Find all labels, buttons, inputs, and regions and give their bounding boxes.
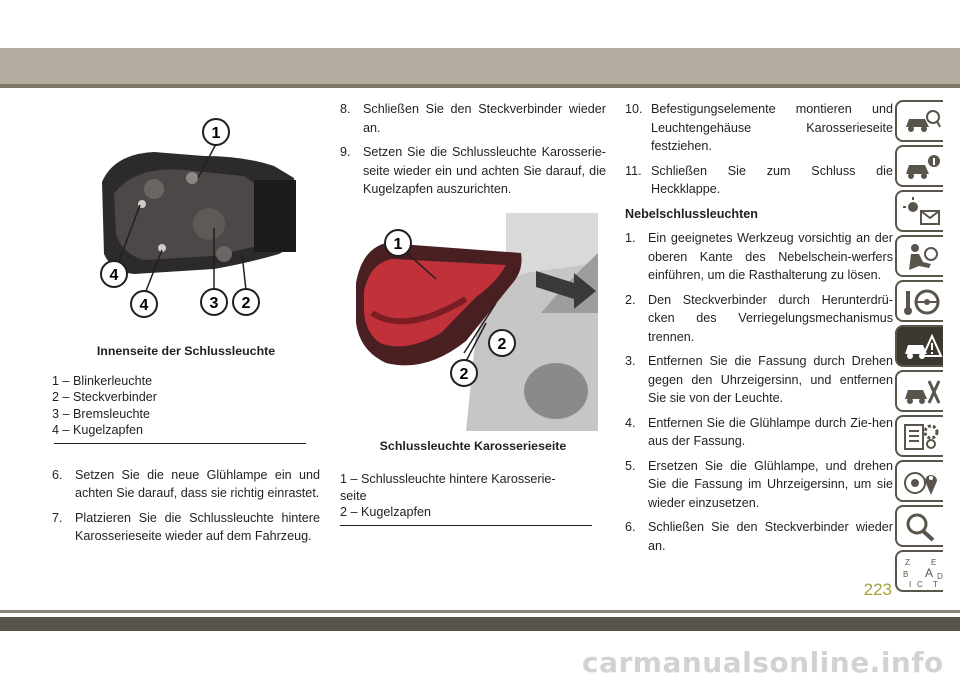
svg-text:T: T bbox=[933, 580, 938, 589]
figure-title: Innenseite der Schlussleuchte bbox=[96, 344, 276, 358]
car-service-tools-icon bbox=[903, 377, 941, 407]
step-item bbox=[625, 291, 893, 347]
svg-text:1: 1 bbox=[393, 235, 403, 253]
step-text: Befestigungselemente montieren und Leuchtengehäuse Karosserieseite festziehen. bbox=[651, 102, 893, 153]
step-number: 6. bbox=[52, 467, 63, 482]
svg-text:E: E bbox=[931, 558, 937, 567]
tail-lamp-body-figure bbox=[346, 213, 598, 431]
figure-legend bbox=[52, 373, 320, 439]
step-text: Platzieren Sie die Schlussleuchte hintere Karosserieseite wieder auf dem Fahrzeug. bbox=[75, 510, 320, 543]
figure-title: Schlussleuchte Karosserieseite bbox=[379, 438, 567, 453]
step-item bbox=[625, 100, 893, 156]
svg-text:2: 2 bbox=[459, 365, 469, 383]
legend-item: 3 – Bremsleuchte bbox=[52, 406, 151, 421]
step-number: 11. bbox=[625, 163, 642, 178]
figure-legend bbox=[340, 471, 606, 521]
legend-item: 2 – Steckverbinder bbox=[52, 390, 158, 404]
callout-3 bbox=[201, 289, 227, 315]
step-item bbox=[625, 162, 893, 199]
step-item bbox=[340, 100, 606, 137]
step-item bbox=[625, 457, 893, 513]
step-number: 1. bbox=[625, 231, 636, 245]
callout-1 bbox=[203, 119, 229, 145]
step-text: Schließen Sie den Steckverbinder wieder an. bbox=[363, 102, 606, 135]
watermark: carmanualsonline.info bbox=[582, 646, 944, 679]
safety-airbag-icon bbox=[903, 242, 941, 272]
step-item bbox=[625, 352, 893, 408]
warning-lights-message-icon bbox=[903, 197, 941, 227]
legend-item: 1 – Blinkerleuchte bbox=[52, 373, 153, 388]
svg-text:2: 2 bbox=[241, 295, 251, 312]
header-rule bbox=[0, 84, 960, 88]
step-text: Setzen Sie die neue Glühlampe ein und achten Sie darauf, dass sie richtig einrastet. bbox=[75, 467, 320, 500]
tab-starting-operating[interactable] bbox=[895, 280, 943, 322]
step-item bbox=[625, 414, 893, 451]
step-item bbox=[625, 518, 893, 555]
tab-technical-specifications[interactable] bbox=[895, 415, 943, 457]
step-number: 10. bbox=[625, 102, 643, 116]
steering-wheel-icon bbox=[903, 287, 941, 317]
tab-in-case-of-emergency[interactable] bbox=[895, 325, 943, 367]
step-item bbox=[625, 229, 893, 285]
step-number: 5. bbox=[625, 458, 636, 473]
tab-servicing-maintenance[interactable] bbox=[895, 370, 943, 412]
step-number: 3. bbox=[625, 354, 636, 368]
header-band bbox=[0, 48, 960, 84]
callout-4b bbox=[131, 291, 157, 317]
legend-item: 4 – Kugelzapfen bbox=[52, 423, 144, 437]
svg-text:2: 2 bbox=[497, 335, 507, 353]
step-text: Entfernen Sie die Glühlampe durch Zie-hen aus der Fassung. bbox=[648, 415, 893, 448]
tab-multimedia[interactable] bbox=[895, 460, 943, 502]
car-inspect-icon bbox=[903, 107, 941, 137]
tab-car-info[interactable] bbox=[895, 145, 943, 187]
legend-item: 1 – Schlussleuchte hintere Karosserie- bbox=[340, 472, 556, 486]
step-item bbox=[340, 143, 606, 199]
step-text: Setzen Sie die Schlussleuchte Karosserie-seite wieder ein und achten Sie darauf, die Kugelzapfen auszurichten. bbox=[363, 145, 606, 196]
step-text: Ersetzen Sie die Glühlampe, und drehen Sie die Fassung im Uhrzeigersinn, um sie wieder einzusetzen. bbox=[648, 458, 893, 510]
svg-text:1: 1 bbox=[211, 125, 221, 142]
legend-item: seite bbox=[340, 488, 367, 503]
tail-lamp-inner-figure bbox=[74, 104, 324, 332]
tab-index[interactable] bbox=[895, 550, 943, 592]
svg-text:A: A bbox=[925, 566, 934, 580]
search-index-icon bbox=[903, 512, 941, 542]
tab-safety[interactable] bbox=[895, 235, 943, 277]
specifications-gear-icon bbox=[903, 422, 941, 452]
step-text: Schließen Sie den Steckverbinder wieder an. bbox=[648, 520, 893, 553]
tab-car-inspect[interactable] bbox=[895, 100, 943, 142]
svg-text:3: 3 bbox=[209, 295, 219, 312]
section-heading: Nebelschlussleuchten bbox=[625, 206, 758, 221]
callout-2a bbox=[489, 330, 515, 356]
column-3 bbox=[625, 100, 893, 561]
legend-item: 2 – Kugelzapfen bbox=[340, 505, 432, 519]
step-number: 8. bbox=[340, 102, 351, 116]
column-1 bbox=[52, 104, 320, 552]
step-text: Entfernen Sie die Fassung durch Drehen gegen den Uhrzeigersinn, und entfernen Sie sie von der Leuchte. bbox=[648, 354, 893, 405]
step-number: 9. bbox=[340, 145, 351, 159]
step-text: Den Steckverbinder durch Herunterdrü-cken des Verriegelungsmechanismus trennen. bbox=[648, 292, 893, 344]
svg-text:I: I bbox=[909, 580, 912, 589]
step-item bbox=[52, 466, 320, 503]
step-text: Schließen Sie zum Schluss die Heckklappe. bbox=[651, 163, 893, 196]
svg-text:C: C bbox=[917, 580, 923, 589]
legend-rule bbox=[340, 525, 592, 526]
index-letters-icon bbox=[903, 557, 941, 589]
svg-text:4: 4 bbox=[139, 297, 149, 314]
page-number: 223 bbox=[863, 580, 892, 599]
step-number: 2. bbox=[625, 292, 636, 307]
svg-text:Z: Z bbox=[905, 558, 910, 567]
multimedia-map-pin-icon bbox=[903, 467, 941, 497]
callout-1 bbox=[385, 230, 411, 256]
column-2 bbox=[340, 100, 606, 526]
svg-text:B: B bbox=[903, 570, 909, 579]
car-info-icon bbox=[903, 152, 941, 182]
tab-warning-lights[interactable] bbox=[895, 190, 943, 232]
step-text: Ein geeignetes Werkzeug vorsichtig an der oberen Kante des Nebelschein-werfers einführen, um die Rasthalterung zu lösen. bbox=[648, 231, 893, 282]
footer-band bbox=[0, 617, 960, 631]
step-number: 7. bbox=[52, 510, 63, 525]
tab-customer-assistance[interactable] bbox=[895, 505, 943, 547]
svg-text:4: 4 bbox=[109, 267, 119, 284]
callout-4a bbox=[101, 261, 127, 287]
footer-rule bbox=[0, 610, 960, 613]
step-number: 4. bbox=[625, 415, 636, 430]
callout-2 bbox=[233, 289, 259, 315]
car-emergency-icon bbox=[903, 332, 941, 362]
legend-rule bbox=[54, 443, 306, 444]
step-item bbox=[52, 509, 320, 546]
svg-text:D: D bbox=[937, 572, 943, 581]
step-number: 6. bbox=[625, 520, 636, 534]
callout-2b bbox=[451, 360, 477, 386]
